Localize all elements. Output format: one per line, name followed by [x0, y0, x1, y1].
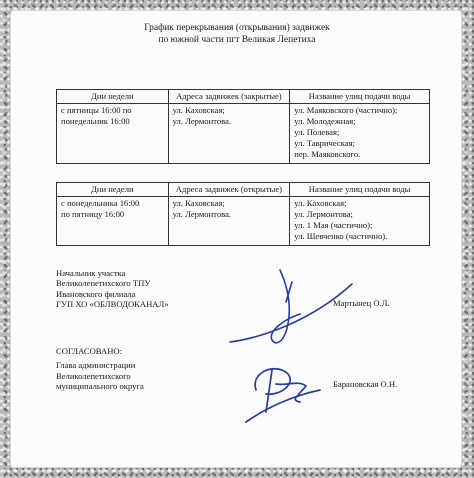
cell-line: ул. Каховская; — [172, 198, 225, 208]
table-header-row — [57, 183, 430, 197]
title-line-1: График перекрывания (открывания) задвижек — [144, 23, 330, 33]
header-streets: Название улиц подачи воды — [290, 90, 430, 104]
cell-line: ул. Каховская; — [294, 198, 347, 208]
cell-line: понедельник 16:00 — [61, 116, 130, 126]
cell-line: с понедельника 16:00 — [61, 198, 140, 208]
title-line-2: по южной части пгт Великая Лепетиха — [158, 35, 316, 45]
cell-line: с пятницы 16:00 по — [61, 105, 132, 115]
header-addresses: Адреса задвижек (закрытые) — [168, 90, 290, 104]
signatory-line: Начальник участка — [56, 268, 126, 278]
cell-line: ул. 1 Мая (частично); — [294, 220, 373, 230]
table-row — [57, 197, 430, 246]
signatory-line: муниципального округа — [56, 381, 144, 392]
signatory-line: Великолепетихского ТПУ — [56, 278, 151, 289]
table-header-row — [57, 90, 430, 104]
header-streets: Название улиц подачи воды — [290, 183, 430, 197]
chief-signature — [220, 262, 360, 350]
cell-line: ул. Каховская; — [172, 105, 225, 115]
cell-line: ул. Лермонтова. — [172, 209, 232, 219]
cell-line: ул. Шевченко (частично). — [294, 231, 388, 241]
signatory-line: Глава администрации — [56, 360, 136, 371]
cell-line: ул. Молодежная; — [294, 116, 356, 126]
cell-days — [57, 104, 169, 164]
cell-addresses — [168, 197, 290, 246]
document-title — [0, 22, 474, 46]
table-row — [57, 104, 430, 164]
agreed-block — [56, 346, 144, 392]
cell-line: ул. Полевая; — [294, 127, 340, 137]
chief-name: Мартынец О.Л. — [333, 298, 390, 308]
agreed-heading: СОГЛАСОВАНО: — [56, 346, 123, 356]
cell-days — [57, 197, 169, 246]
cell-line: по пятницу 16:00 — [61, 209, 125, 219]
signatory-line: Ивановского филиала — [56, 288, 136, 299]
signatory-line: ГУП ХО «ОБЛВОДОКАНАЛ» — [56, 299, 169, 310]
cell-addresses — [168, 104, 290, 164]
signatory-line: Великолепетихского — [56, 370, 131, 381]
schedule-table-closed — [56, 89, 430, 164]
cell-streets — [290, 104, 430, 164]
cell-line: ул. Таврическая; — [294, 138, 355, 148]
schedule-table-open — [56, 182, 430, 246]
header-addresses: Адреса задвижек (открытые) — [168, 183, 290, 197]
head-signature — [236, 350, 326, 430]
header-days: Дни недели — [57, 183, 169, 197]
cell-line: пер. Маяковского. — [294, 149, 361, 159]
cell-line: ул. Маяковского (частично); — [294, 105, 398, 115]
chief-signatory-block — [56, 268, 169, 310]
cell-line: ул. Лермонтова; — [294, 209, 353, 219]
head-name: Барановская О.Н. — [333, 379, 398, 389]
cell-line: ул. Лермонтова. — [172, 116, 232, 126]
cell-streets — [290, 197, 430, 246]
header-days: Дни недели — [57, 90, 169, 104]
